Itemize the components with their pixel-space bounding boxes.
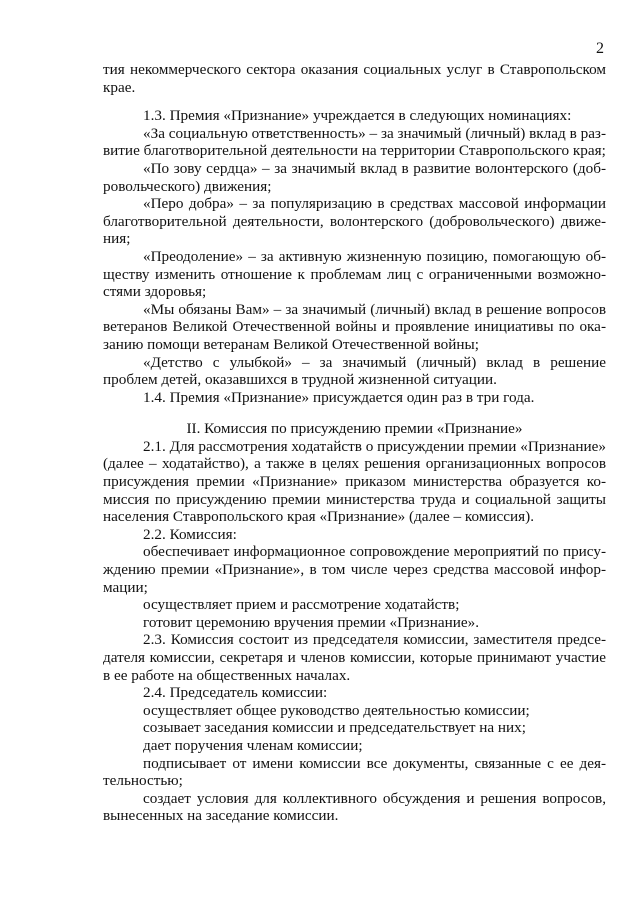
document-body [103,61,606,825]
paragraph-p1-3: 1.3. Премия «Признание» учреждается в следующих номинациях: [143,107,572,125]
paragraph-p2-4-e: создает условия для коллективного обсуждения и решения вопросов, вынесенных на заседание комиссии. [103,789,606,825]
paragraph-p2-4-d: подписывает от имени комиссии все документы, связанные с ее деятельностью; [103,754,606,790]
paragraph-p2-2-c: готовит церемонию вручения премии «Признание». [143,613,480,631]
paragraph-p2-2-b: осуществляет прием и рассмотрение ходатайств; [143,596,460,614]
paragraph-p2-4-b: созывает заседания комиссии и председательствует на них; [143,719,526,737]
section-heading: II. Комиссия по присуждению премии «Признание» [186,420,523,438]
paragraph-nom-4: «Преодоление» – за активную жизненную позицию, помогающую обществу изменить отношение к проблемам лиц с ограниченными возможностями здоровья; [103,247,606,301]
paragraph-nom-6: «Детство с улыбкой» – за значимый (личный) вклад в решение проблем детей, оказавшихся в трудной жизненной ситуации. [103,353,606,389]
paragraph-nom-1: «За социальную ответственность» – за значимый (личный) вклад в развитие благотворительной деятельности на территории Ставропольского края; [103,124,606,160]
paragraph-p2-2-a: обеспечивает информационное сопровождение мероприятий по присуждению премии «Признание», в том числе через средства массовой информации; [103,543,606,596]
section-1-continuation [103,61,606,406]
paragraph-nom-5: «Мы обязаны Вам» – за значимый (личный) вклад в решение вопросов ветеранов Великой Отечественной войны и проявление инициативы по оказанию помощи ветеранам Великой Отечественной войны; [103,300,606,353]
page-number: 2 [596,40,604,57]
paragraph-nom-2: «По зову сердца» – за значимый вклад в развитие волонтерского (добровольческого) движения; [103,159,606,195]
paragraph-p2-4-a: осуществляет общее руководство деятельностью комиссии; [143,701,530,719]
paragraph-p2-4-c: дает поручения членам комиссии; [143,736,363,754]
paragraph-p1-4: 1.4. Премия «Признание» присуждается один раз в три года. [143,388,535,406]
paragraph-p2-4: 2.4. Председатель комиссии: [143,684,328,702]
paragraph-p2-1: 2.1. Для рассмотрения ходатайств о присуждении премии «Признание» (далее – ходатайство), а также в целях решения организационных вопросов присуждения премии «Признание» приказом министерства образуется комиссия по присуждению премии министерства труда и социальной защиты населения Ставропольского края «Признание» (далее – комиссия). [103,437,606,526]
paragraph-p2-3: 2.3. Комиссия состоит из председателя комиссии, заместителя председателя комиссии, секретаря и членов комиссии, которые принимают участие в ее работе на общественных началах. [103,631,606,684]
section-2-body [103,438,606,825]
paragraph-cont: тия некоммерческого сектора оказания социальных услуг в Ставропольском крае. [103,61,606,96]
paragraph-nom-3: «Перо добра» – за популяризацию в средствах массовой информации благотворительной деятельности, волонтерского (добровольческого) движения; [103,195,606,248]
paragraph-p2-2: 2.2. Комиссия: [143,525,237,543]
